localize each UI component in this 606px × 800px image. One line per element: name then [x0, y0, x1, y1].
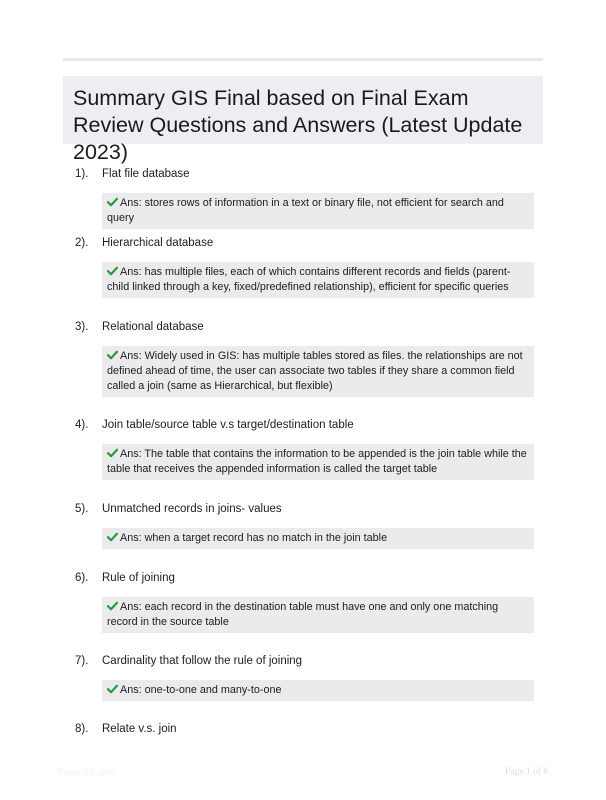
answer-box	[102, 680, 534, 701]
check-icon	[107, 684, 118, 694]
check-icon	[107, 532, 118, 542]
question-text: Hierarchical database	[102, 237, 214, 249]
answer-text: Ans: Widely used in GIS: has multiple tables stored as files. the relationships are not defined ahead of time, the user can associate two tables if they share a common field called a join (same as Hierarchical, but flexible)	[107, 350, 523, 392]
question-text: Rule of joining	[102, 572, 175, 584]
page-indicator: Page 1 of 8	[504, 767, 548, 777]
answer-box	[102, 262, 534, 298]
answer-box	[102, 346, 534, 397]
answer-text: Ans: has multiple files, each of which contains different records and fields (parent-child linked through a key, fixed/predefined relationship), efficient for specific queries	[107, 266, 511, 293]
question-number: 2).	[75, 237, 89, 249]
check-icon	[107, 601, 118, 611]
question-text: Relational database	[102, 321, 204, 333]
answer-box	[102, 444, 534, 480]
answer-text: Ans: one-to-one and many-to-one	[120, 684, 282, 696]
question-text: Unmatched records in joins- values	[102, 503, 282, 515]
question-text: Join table/source table v.s target/destination table	[102, 419, 354, 431]
question-number: 3).	[75, 321, 89, 333]
page-title: Summary GIS Final based on Final Exam Review Questions and Answers (Latest Update 2023)	[73, 86, 523, 164]
top-divider	[63, 58, 543, 61]
question-text: Flat file database	[102, 168, 190, 180]
question-number: 6).	[75, 572, 89, 584]
footer-watermark: Papertific.com	[58, 767, 116, 777]
check-icon	[107, 197, 118, 207]
answer-text: Ans: stores rows of information in a text or binary file, not efficient for search and query	[107, 197, 504, 224]
answer-text: Ans: each record in the destination table must have one and only one matching record in the source table	[107, 601, 499, 628]
answer-text: Ans: when a target record has no match in the join table	[120, 532, 388, 544]
answer-box	[102, 597, 534, 633]
question-number: 1).	[75, 168, 89, 180]
question-text: Relate v.s. join	[102, 723, 177, 735]
answer-box	[102, 528, 534, 549]
question-number: 7).	[75, 655, 89, 667]
answer-text: Ans: The table that contains the information to be appended is the join table while the table that receives the appended information is called the target table	[107, 448, 527, 475]
answer-box	[102, 193, 534, 229]
check-icon	[107, 350, 118, 360]
question-text: Cardinality that follow the rule of joining	[102, 655, 303, 667]
question-number: 5).	[75, 503, 89, 515]
question-number: 8).	[75, 723, 89, 735]
check-icon	[107, 448, 118, 458]
check-icon	[107, 266, 118, 276]
title-banner	[63, 76, 543, 164]
question-number: 4).	[75, 419, 89, 431]
